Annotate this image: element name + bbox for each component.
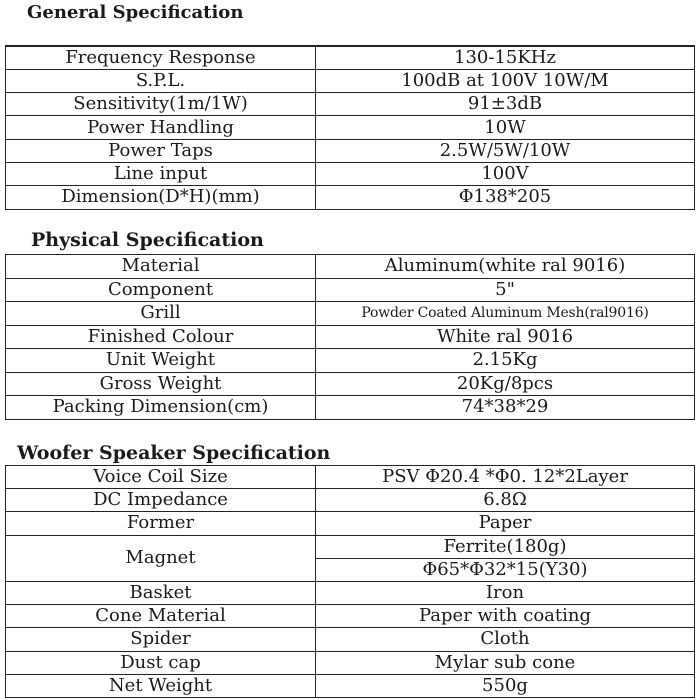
spec-label: Frequency Response (6, 46, 316, 69)
spec-label: Grill (6, 302, 316, 326)
spec-label: Unit Weight (6, 349, 316, 373)
spec-label: Finished Colour (6, 325, 316, 349)
spec-value: 2.5W/5W/10W (316, 139, 695, 162)
spec-label: Former (6, 512, 316, 535)
physical-spec-table (5, 254, 695, 420)
spec-label: Gross Weight (6, 372, 316, 396)
spec-label: Sensitivity(1m/1W) (6, 93, 316, 116)
table-row (6, 69, 695, 92)
spec-label: Line input (6, 162, 316, 185)
spec-label: Dimension(D*H)(mm) (6, 186, 316, 209)
spec-label: DC Impedance (6, 489, 316, 512)
spec-label: Material (6, 255, 316, 279)
spec-value: Paper with coating (316, 605, 695, 628)
spec-value: PSV Φ20.4 *Φ0. 12*2Layer (316, 466, 695, 489)
table-row (6, 139, 695, 162)
general-spec-title: General Specification (27, 2, 244, 23)
spec-value: Φ65*Φ32*15(Y30) (316, 558, 695, 581)
table-row (6, 162, 695, 185)
table-row (6, 512, 695, 535)
spec-label: Basket (6, 581, 316, 604)
spec-value: 5" (316, 278, 695, 302)
spec-value: Iron (316, 581, 695, 604)
spec-label: Packing Dimension(cm) (6, 396, 316, 420)
spec-value: Paper (316, 512, 695, 535)
spec-value: 100dB at 100V 10W/M (316, 69, 695, 92)
table-row (6, 674, 695, 697)
table-row (6, 535, 695, 558)
table-row (6, 466, 695, 489)
spec-label: Spider (6, 628, 316, 651)
table-row (6, 372, 695, 396)
spec-label: Dust cap (6, 651, 316, 674)
table-row (6, 46, 695, 69)
spec-label: Power Taps (6, 139, 316, 162)
woofer-spec-table (5, 465, 695, 698)
spec-value: White ral 9016 (316, 325, 695, 349)
spec-label: Magnet (6, 535, 316, 581)
table-row (6, 489, 695, 512)
general-spec-table (5, 45, 695, 210)
table-row (6, 116, 695, 139)
spec-value: 20Kg/8pcs (316, 372, 695, 396)
spec-label: Net Weight (6, 674, 316, 697)
spec-value: Powder Coated Aluminum Mesh(ral9016) (316, 302, 695, 326)
table-row (6, 396, 695, 420)
table-row (6, 628, 695, 651)
spec-value: 100V (316, 162, 695, 185)
spec-label: Component (6, 278, 316, 302)
table-row (6, 605, 695, 628)
spec-value: 130-15KHz (316, 46, 695, 69)
spec-label: Power Handling (6, 116, 316, 139)
spec-value: 10W (316, 116, 695, 139)
spec-value: 2.15Kg (316, 349, 695, 373)
table-row (6, 581, 695, 604)
spec-value: 550g (316, 674, 695, 697)
spec-value: Cloth (316, 628, 695, 651)
woofer-spec-title: Woofer Speaker Specification (17, 442, 331, 464)
table-row (6, 651, 695, 674)
spec-value: Φ138*205 (316, 186, 695, 209)
table-row (6, 93, 695, 116)
table-row (6, 302, 695, 326)
spec-label: S.P.L. (6, 69, 316, 92)
spec-value: 6.8Ω (316, 489, 695, 512)
table-row (6, 186, 695, 209)
spec-value: 74*38*29 (316, 396, 695, 420)
spec-value: 91±3dB (316, 93, 695, 116)
physical-spec-title: Physical Specification (31, 229, 264, 251)
spec-value: Ferrite(180g) (316, 535, 695, 558)
table-row (6, 325, 695, 349)
spec-value: Aluminum(white ral 9016) (316, 255, 695, 279)
spec-label: Voice Coil Size (6, 466, 316, 489)
table-row (6, 278, 695, 302)
spec-label: Cone Material (6, 605, 316, 628)
spec-value: Mylar sub cone (316, 651, 695, 674)
table-row (6, 255, 695, 279)
table-row (6, 349, 695, 373)
